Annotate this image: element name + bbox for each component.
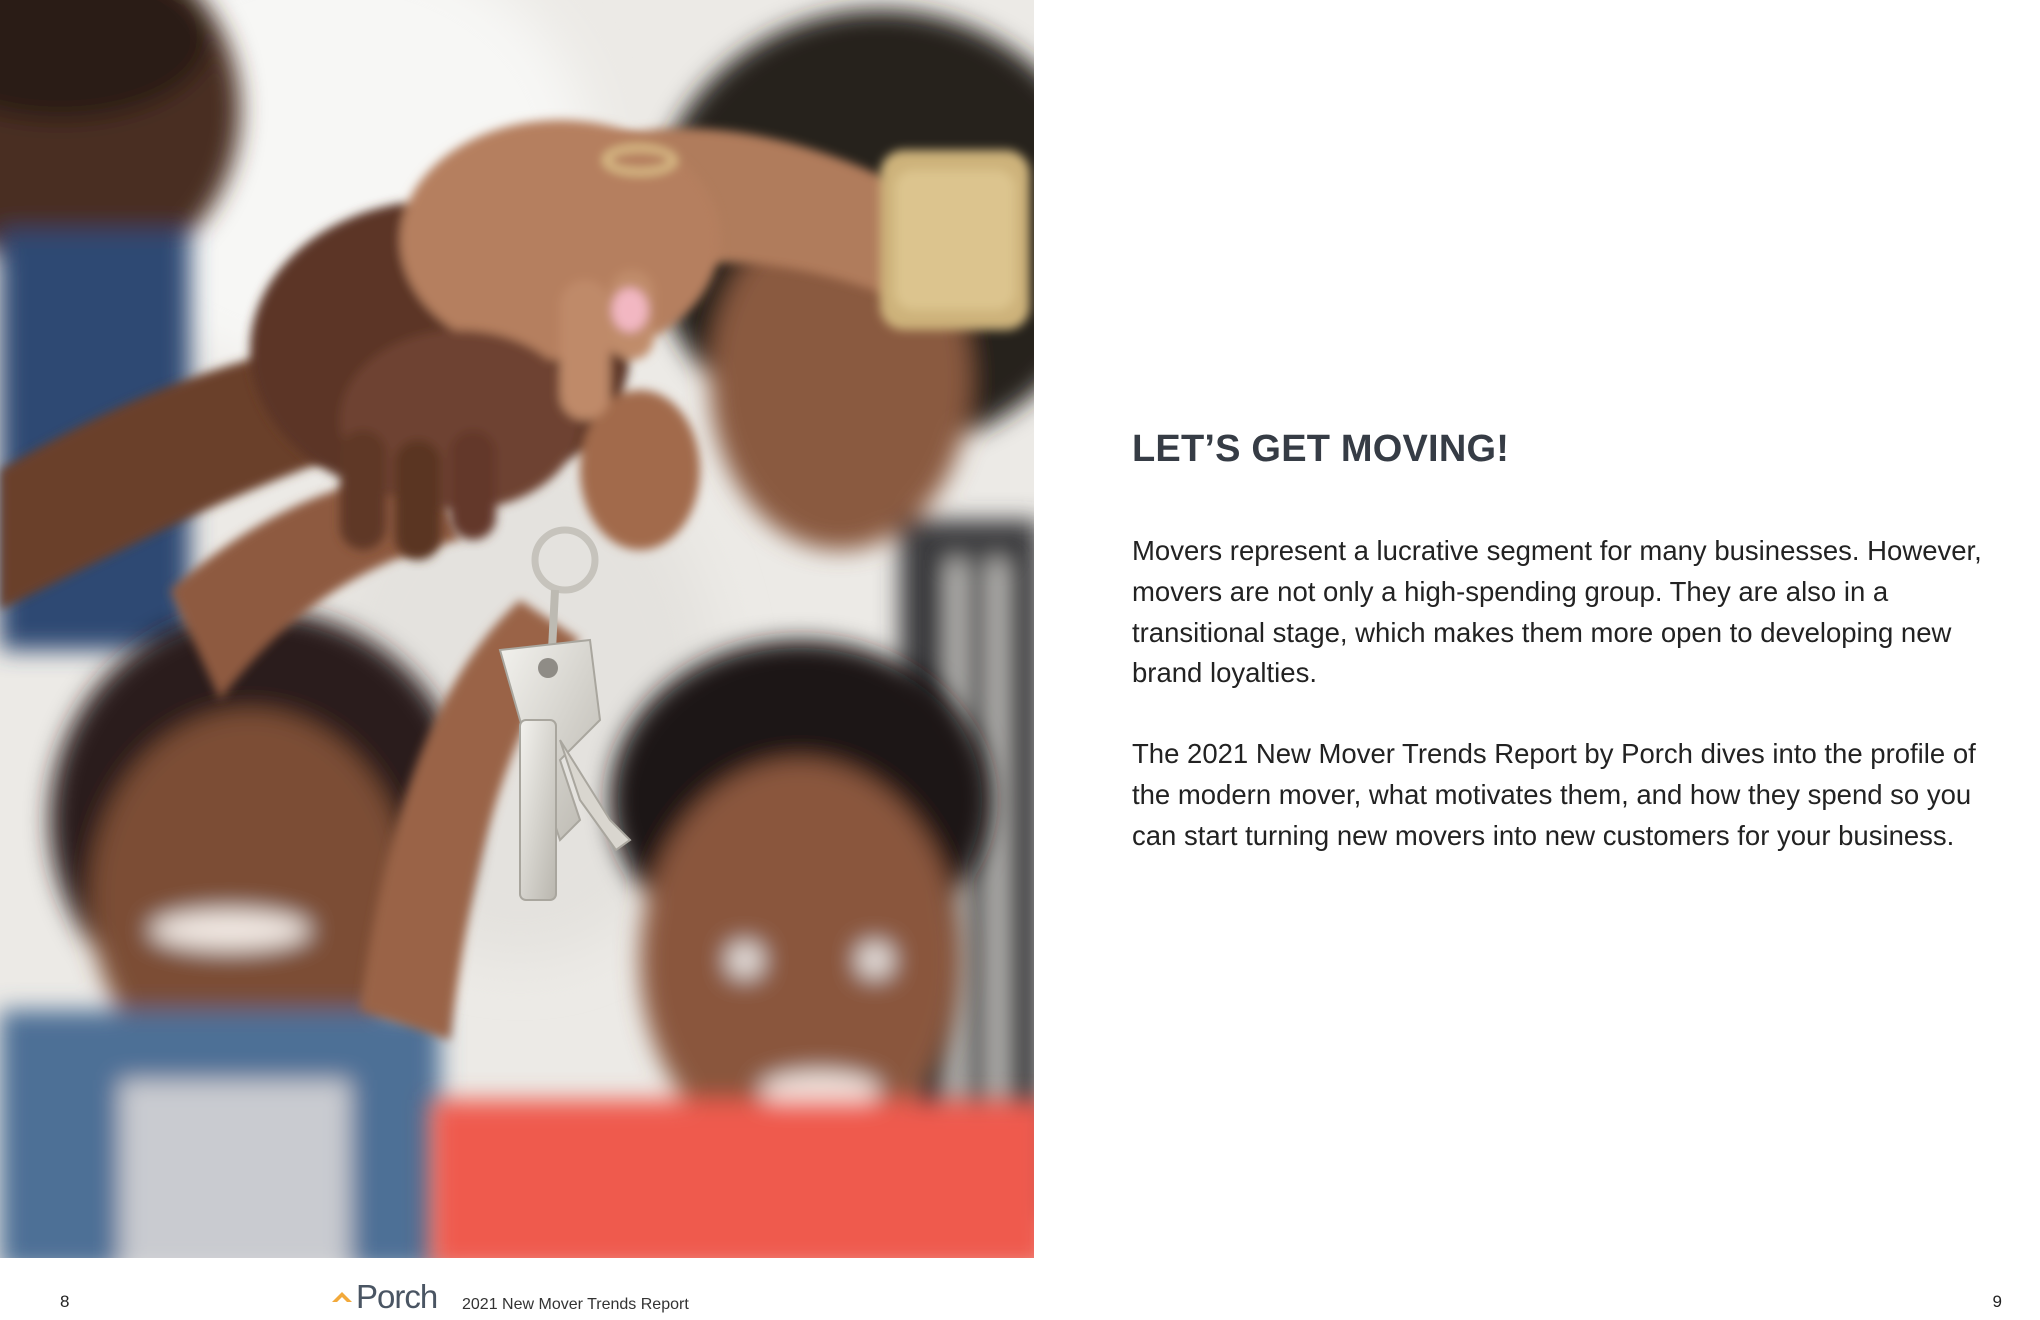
porch-logo (330, 1280, 437, 1314)
porch-roof-icon (330, 1286, 354, 1308)
article-content (1132, 428, 1982, 897)
brand-name: Porch (356, 1278, 438, 1315)
page-number-left: 8 (60, 1292, 70, 1311)
page-number-right: 9 (1992, 1292, 2002, 1311)
report-summary-paragraph: The 2021 New Mover Trends Report by Porch dives into the profile of the modern mover, what motivates them, and how they spend so you can start turning new movers into new customers for your business. (1132, 738, 1976, 851)
article-heading: LET’S GET MOVING! (1132, 428, 1510, 470)
intro-paragraph: Movers represent a lucrative segment for many businesses. However, movers are not only a high-spending group. They are also in a transitional stage, which makes them more open to developing new brand loyalties. (1132, 535, 1982, 689)
report-title: 2021 New Mover Trends Report (462, 1296, 689, 1313)
family-keys-photo (0, 0, 1034, 1258)
